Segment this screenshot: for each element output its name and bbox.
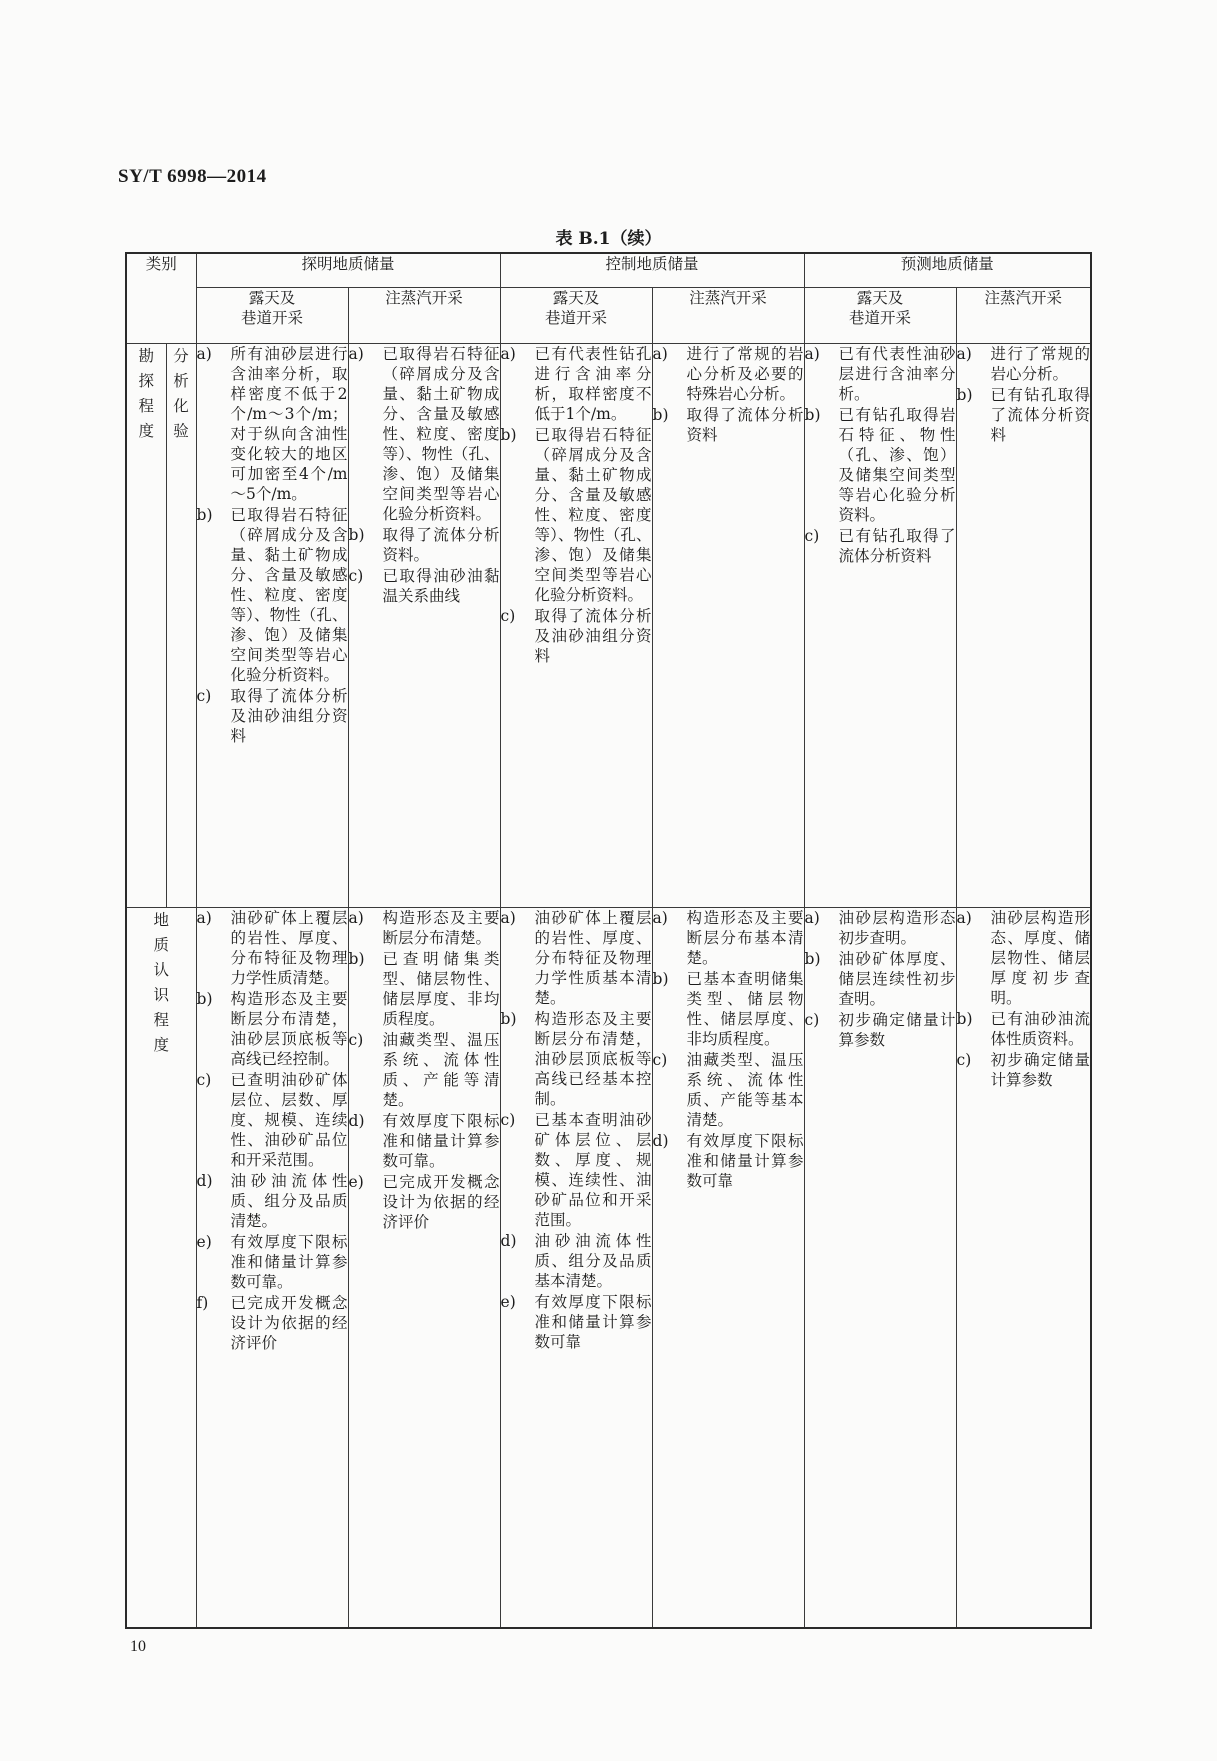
item-text: 构造形态及主要断层分布清楚，油砂层顶底板等高线已经控制。	[230, 989, 348, 1068]
item-text: 构造形态及主要断层分布基本清楚。	[686, 908, 804, 967]
item-text: 所有油砂层进行含油率分析，取样密度不低于2个/m～3个/m；对于纵向含油性变化较大的地区可加密至4个/m～5个/m。	[230, 344, 348, 503]
list-item	[805, 908, 956, 948]
item-label: c)	[196, 1070, 212, 1089]
controlled-reserves-header: 控制地质储量	[500, 253, 804, 287]
item-text: 油砂油流体性质、组分及品质清楚。	[230, 1171, 348, 1230]
item-text: 初步确定储量计算参数	[990, 1050, 1091, 1089]
list-item	[349, 1111, 500, 1171]
item-label: c)	[500, 606, 516, 625]
item-label: c)	[956, 1050, 972, 1069]
item-label: d)	[348, 1111, 365, 1130]
list-item	[501, 1009, 652, 1109]
item-text: 油藏类型、温压系统、流体性质、产能等清楚。	[382, 1030, 500, 1109]
item-label: b)	[500, 1009, 517, 1028]
analysis-cell	[652, 343, 804, 907]
item-label: a)	[500, 344, 516, 363]
item-text: 取得了流体分析及油砂油组分资料	[534, 606, 652, 665]
geology-cell	[348, 907, 500, 1628]
item-text: 取得了流体分析资料	[686, 405, 804, 444]
list-item	[653, 908, 804, 968]
item-label: d)	[196, 1171, 213, 1190]
list-item	[653, 969, 804, 1049]
item-text: 取得了流体分析资料。	[382, 525, 500, 564]
item-label: a)	[956, 908, 972, 927]
list-item	[197, 908, 348, 988]
proved-reserves-header: 探明地质储量	[196, 253, 500, 287]
item-text: 油砂矿体厚度、储层连续性初步查明。	[838, 949, 956, 1008]
category-header: 类别	[126, 253, 196, 343]
page-number: 10	[130, 1638, 146, 1655]
list-item	[805, 405, 956, 525]
item-text: 进行了常规的岩心分析及必要的特殊岩心分析。	[686, 344, 804, 403]
item-text: 油砂层构造形态、厚度、储层物性、储层厚度初步查明。	[990, 908, 1091, 1007]
lab-analysis-label: 分 析 化 验	[166, 343, 196, 907]
item-text: 已有钻孔取得岩石特征、物性（孔、渗、饱）及储集空间类型等岩心化验分析资料。	[838, 405, 956, 524]
geology-cell	[652, 907, 804, 1628]
list-item	[197, 344, 348, 504]
list-item	[197, 686, 348, 746]
item-text: 已有代表性钻孔进行含油率分析，取样密度不低于1个/m。	[534, 344, 652, 423]
item-text: 已取得油砂油黏温关系曲线	[382, 566, 500, 605]
item-label: c)	[196, 686, 212, 705]
item-label: e)	[196, 1232, 212, 1251]
item-label: c)	[500, 1110, 516, 1129]
list-item	[957, 1009, 1091, 1049]
item-label: a)	[652, 908, 668, 927]
item-label: f)	[196, 1293, 209, 1312]
item-text: 初步确定储量计算参数	[838, 1010, 956, 1049]
list-item	[653, 1050, 804, 1130]
list-item	[501, 344, 652, 424]
item-label: a)	[500, 908, 516, 927]
item-label: a)	[196, 908, 212, 927]
item-text: 已基本查明储集类型、储层物性、储层厚度、非均质程度。	[686, 969, 804, 1048]
item-text: 已完成开发概念设计为依据的经济评价	[230, 1293, 348, 1352]
open-pit-header: 露天及 巷道开采	[804, 287, 956, 343]
steam-injection-header: 注蒸汽开采	[348, 287, 500, 343]
item-text: 已取得岩石特征（碎屑成分及含量、黏土矿物成分、含量及敏感性、粒度、密度等）、物性（孔、渗、饱）及储集空间类型等岩心化验分析资料。	[534, 425, 652, 604]
item-text: 已查明油砂矿体层位、层数、厚度、规模、连续性、油砂矿品位和开采范围。	[230, 1070, 348, 1169]
geology-cell	[196, 907, 348, 1628]
item-text: 构造形态及主要断层分布清楚，油砂层顶底板等高线已经基本控制。	[534, 1009, 652, 1108]
item-text: 有效厚度下限标准和储量计算参数可靠。	[382, 1111, 500, 1170]
list-item	[197, 1171, 348, 1231]
item-label: d)	[652, 1131, 669, 1150]
item-label: b)	[804, 949, 821, 968]
list-item	[197, 505, 348, 685]
analysis-cell	[348, 343, 500, 907]
item-text: 油藏类型、温压系统、流体性质、产能等基本清楚。	[686, 1050, 804, 1129]
predicted-reserves-header: 预测地质储量	[804, 253, 1091, 287]
geology-cell	[500, 907, 652, 1628]
list-item	[349, 949, 500, 1029]
item-label: e)	[500, 1292, 516, 1311]
item-text: 取得了流体分析及油砂油组分资料	[230, 686, 348, 745]
item-text: 已查明储集类型、储层物性、储层厚度、非均质程度。	[382, 949, 500, 1028]
item-text: 已有油砂油流体性质资料。	[990, 1009, 1091, 1048]
list-item	[349, 566, 500, 606]
item-label: b)	[196, 505, 213, 524]
item-label: b)	[804, 405, 821, 424]
item-label: d)	[500, 1231, 517, 1250]
item-label: c)	[804, 1010, 820, 1029]
reserves-table	[125, 252, 1092, 1629]
item-label: a)	[804, 908, 820, 927]
list-item	[197, 1232, 348, 1292]
item-label: a)	[956, 344, 972, 363]
geological-understanding-label: 地 质 认 识 程 度	[126, 907, 196, 1628]
item-text: 已有钻孔取得了流体分析资料	[838, 526, 956, 565]
list-item	[197, 1070, 348, 1170]
item-label: c)	[652, 1050, 668, 1069]
open-pit-header: 露天及 巷道开采	[196, 287, 348, 343]
steam-injection-header: 注蒸汽开采	[956, 287, 1091, 343]
list-item	[197, 1293, 348, 1353]
item-text: 已有代表性油砂层进行含油率分析。	[838, 344, 956, 403]
list-item	[957, 344, 1091, 384]
list-item	[501, 1292, 652, 1352]
list-item	[501, 1110, 652, 1230]
steam-injection-header: 注蒸汽开采	[652, 287, 804, 343]
analysis-cell	[500, 343, 652, 907]
item-label: b)	[348, 949, 365, 968]
list-item	[349, 908, 500, 948]
geology-cell	[804, 907, 956, 1628]
item-label: b)	[652, 969, 669, 988]
item-text: 油砂层构造形态初步查明。	[838, 908, 956, 947]
open-pit-header: 露天及 巷道开采	[500, 287, 652, 343]
item-label: a)	[804, 344, 820, 363]
item-text: 已有钻孔取得了流体分析资料	[990, 385, 1091, 444]
list-item	[349, 1030, 500, 1110]
item-label: b)	[348, 525, 365, 544]
item-text: 有效厚度下限标准和储量计算参数可靠	[534, 1292, 652, 1351]
item-label: c)	[348, 1030, 364, 1049]
geology-cell	[956, 907, 1091, 1628]
item-label: a)	[196, 344, 212, 363]
item-text: 已取得岩石特征（碎屑成分及含量、黏土矿物成分、含量及敏感性、粒度、密度等）、物性（孔、渗、饱）及储集空间类型等岩心化验分析资料。	[382, 344, 500, 523]
item-label: c)	[804, 526, 820, 545]
list-item	[957, 385, 1091, 445]
exploration-degree-label: 勘 探 程 度	[126, 343, 166, 907]
list-item	[501, 1231, 652, 1291]
table-title: 表 B.1（续）	[555, 229, 662, 249]
list-item	[653, 1131, 804, 1191]
item-label: a)	[652, 344, 668, 363]
analysis-cell	[804, 343, 956, 907]
item-label: b)	[956, 385, 973, 404]
list-item	[957, 1050, 1091, 1090]
item-text: 油砂矿体上覆层的岩性、厚度、分布特征及物理力学性质清楚。	[230, 908, 348, 987]
list-item	[349, 1172, 500, 1232]
list-item	[805, 1010, 956, 1050]
list-item	[349, 344, 500, 524]
list-item	[501, 908, 652, 1008]
item-label: b)	[956, 1009, 973, 1028]
item-text: 已基本查明油砂矿体层位、层数、厚度、规模、连续性、油砂矿品位和开采范围。	[534, 1110, 652, 1229]
item-text: 已取得岩石特征（碎屑成分及含量、黏土矿物成分、含量及敏感性、粒度、密度等）、物性（孔、渗、饱）及储集空间类型等岩心化验分析资料。	[230, 505, 348, 684]
item-label: c)	[348, 566, 364, 585]
item-label: a)	[348, 344, 364, 363]
item-label: b)	[652, 405, 669, 424]
list-item	[653, 344, 804, 404]
list-item	[805, 949, 956, 1009]
list-item	[653, 405, 804, 445]
document-code: SY/T 6998—2014	[118, 166, 267, 187]
item-text: 已完成开发概念设计为依据的经济评价	[382, 1172, 500, 1231]
item-label: a)	[348, 908, 364, 927]
analysis-cell	[196, 343, 348, 907]
item-text: 有效厚度下限标准和储量计算参数可靠。	[230, 1232, 348, 1291]
item-text: 油砂油流体性质、组分及品质基本清楚。	[534, 1231, 652, 1290]
item-label: e)	[348, 1172, 364, 1191]
list-item	[957, 908, 1091, 1008]
item-label: b)	[196, 989, 213, 1008]
list-item	[349, 525, 500, 565]
list-item	[501, 606, 652, 666]
list-item	[197, 989, 348, 1069]
list-item	[501, 425, 652, 605]
analysis-cell	[956, 343, 1091, 907]
item-text: 构造形态及主要断层分布清楚。	[382, 908, 500, 947]
item-text: 有效厚度下限标准和储量计算参数可靠	[686, 1131, 804, 1190]
item-text: 油砂矿体上覆层的岩性、厚度、分布特征及物理力学性质基本清楚。	[534, 908, 652, 1007]
list-item	[805, 526, 956, 566]
list-item	[805, 344, 956, 404]
item-text: 进行了常规的岩心分析。	[990, 344, 1091, 383]
item-label: b)	[500, 425, 517, 444]
